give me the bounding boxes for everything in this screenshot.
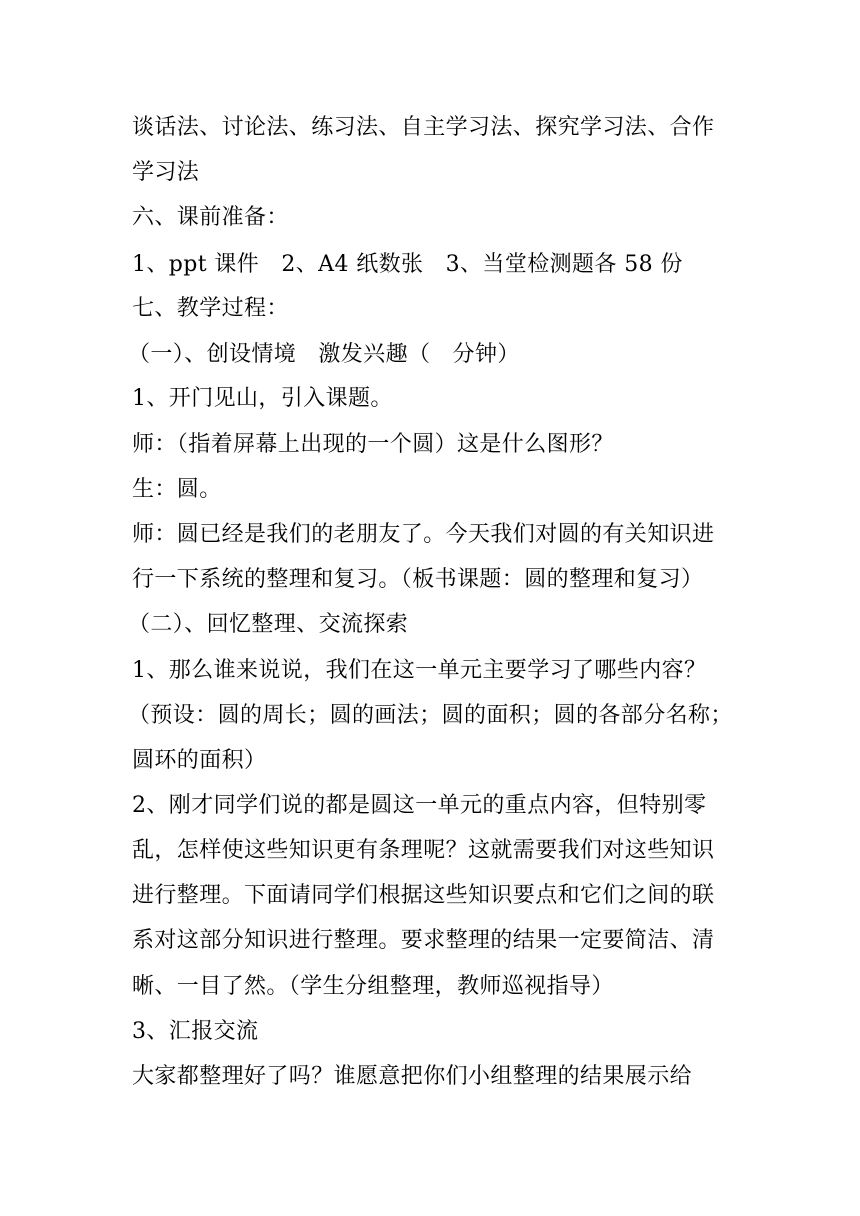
text-line: （预设：圆的周长；圆的画法；圆的面积；圆的各部分名称； xyxy=(128,703,733,728)
text-line: 行一下系统的整理和复习。（板书课题：圆的整理和复习） xyxy=(132,567,704,592)
text-line: 圆环的面积） xyxy=(132,748,267,773)
subsection-heading: （二）、回忆整理、交流探索 xyxy=(128,612,409,637)
text-line: 1、ppt 课件 2、A4 纸数张 3、当堂检测题各 58 份 xyxy=(132,252,683,277)
text-line: 乱，怎样使这些知识更有条理呢？这就需要我们对这些知识 xyxy=(132,838,715,863)
section-heading: 七、教学过程： xyxy=(132,296,289,321)
text-line: 1、那么谁来说说，我们在这一单元主要学习了哪些内容？ xyxy=(132,658,707,683)
text-line: 师：（指着屏幕上出现的一个圆）这是什么图形？ xyxy=(132,432,614,457)
text-line: 生：圆。 xyxy=(132,477,222,502)
text-line: 大家都整理好了吗？谁愿意把你们小组整理的结果展示给 xyxy=(132,1064,693,1089)
text-line: 3、汇报交流 xyxy=(132,1019,259,1044)
text-line: 系对这部分知识进行整理。要求整理的结果一定要简洁、清 xyxy=(132,928,715,953)
subsection-heading: （一）、创设情境 激发兴趣（ 分钟） xyxy=(128,342,520,367)
text-line: 晰、一目了然。（学生分组整理，教师巡视指导） xyxy=(132,974,614,999)
text-line: 1、开门见山，引入课题。 xyxy=(132,386,393,411)
text-line: 进行整理。下面请同学们根据这些知识要点和它们之间的联 xyxy=(132,883,715,908)
text-line: 学习法 xyxy=(132,160,200,185)
text-line: 2、刚才同学们说的都是圆这一单元的重点内容，但特别零 xyxy=(132,793,707,818)
section-heading: 六、课前准备： xyxy=(132,205,289,230)
text-line: 谈话法、讨论法、练习法、自主学习法、探究学习法、合作 xyxy=(132,115,715,140)
text-line: 师：圆已经是我们的老朋友了。今天我们对圆的有关知识进 xyxy=(132,522,715,547)
